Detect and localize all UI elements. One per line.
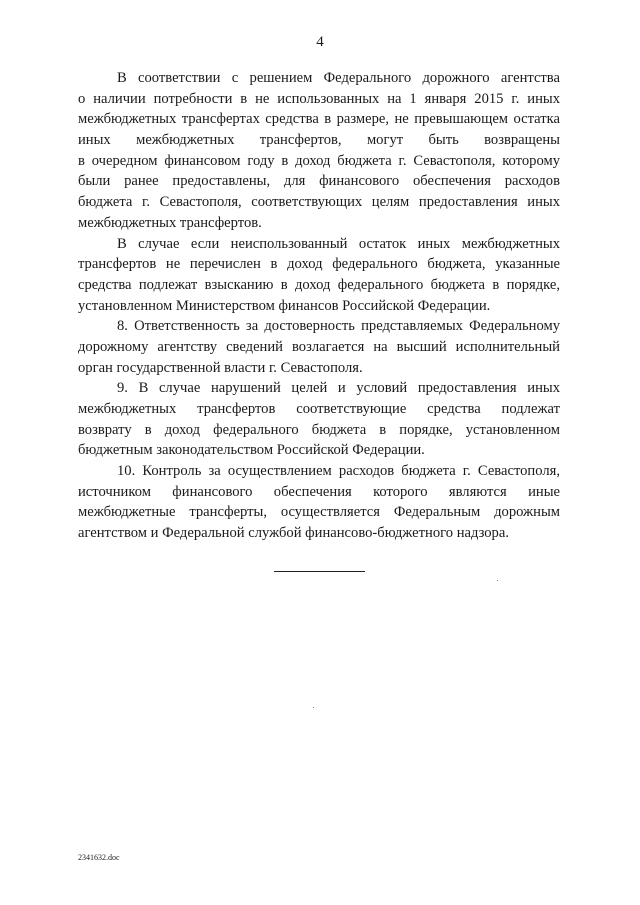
paragraph-line: средства подлежат взысканию в доход федерального бюджета в порядке,	[78, 276, 560, 293]
scan-speck	[497, 580, 498, 581]
paragraph-line: источником финансового обеспечения которого являются иные	[78, 483, 560, 500]
paragraph-line: 10. Контроль за осуществлением расходов бюджета г. Севастополя,	[117, 463, 560, 480]
scan-speck	[313, 707, 314, 708]
paragraph-line: 8. Ответственность за достоверность представляемых Федеральному	[117, 318, 560, 335]
paragraph-recovery	[78, 234, 560, 317]
paragraph-line: В случае если неиспользованный остаток иных межбюджетных	[117, 235, 560, 252]
paragraph-item-8	[78, 316, 560, 378]
paragraph-line: установленном Министерством финансов Российской Федерации.	[78, 297, 491, 314]
paragraph-item-9	[78, 378, 560, 461]
paragraph-line: межбюджетных трансфертов соответствующие средства подлежат	[78, 401, 560, 417]
paragraph-line: в очередном финансовом году в доход бюджета г. Севастополя, которому	[78, 152, 560, 169]
paragraph-line: межбюджетные трансферты, осуществляется Федеральным дорожным	[78, 504, 560, 521]
paragraph-line: о наличии потребности в не использованных на 1 января 2015 г. иных	[78, 90, 560, 107]
document-body	[78, 68, 560, 544]
end-separator-line	[274, 571, 365, 572]
paragraph-line: агентством и Федеральной службой финансово-бюджетного надзора.	[78, 525, 509, 542]
paragraph-line: дорожному агентству сведений возлагается на высший исполнительный	[78, 338, 560, 355]
paragraph-line: В соответствии с решением Федерального дорожного агентства	[117, 70, 560, 86]
paragraph-line: бюджетным законодательством Российской Федерации.	[78, 442, 425, 459]
paragraph-item-10	[78, 461, 560, 544]
document-file-code: 2341632.doc	[78, 853, 120, 862]
paragraph-line: бюджета г. Севастополя, соответствующих целям предоставления иных	[78, 194, 560, 211]
paragraph-line: межбюджетных трансфертах средства в размере, не превышающем остатка	[78, 111, 560, 128]
paragraph-line: возврату в доход федерального бюджета в порядке, установленном	[78, 421, 560, 438]
paragraph-funds-return	[78, 68, 560, 234]
paragraph-line: трансфертов не перечислен в доход федерального бюджета, указанные	[78, 256, 560, 273]
paragraph-line: орган государственной власти г. Севастополя.	[78, 359, 363, 376]
paragraph-line: межбюджетных трансфертов.	[78, 214, 262, 231]
paragraph-line: были ранее предоставлены, для финансового обеспечения расходов	[78, 173, 560, 190]
paragraph-line: 9. В случае нарушений целей и условий предоставления иных	[117, 380, 560, 397]
page-number: 4	[316, 34, 324, 50]
paragraph-line: иных межбюджетных трансфертов, могут быть возвращены	[78, 132, 560, 149]
